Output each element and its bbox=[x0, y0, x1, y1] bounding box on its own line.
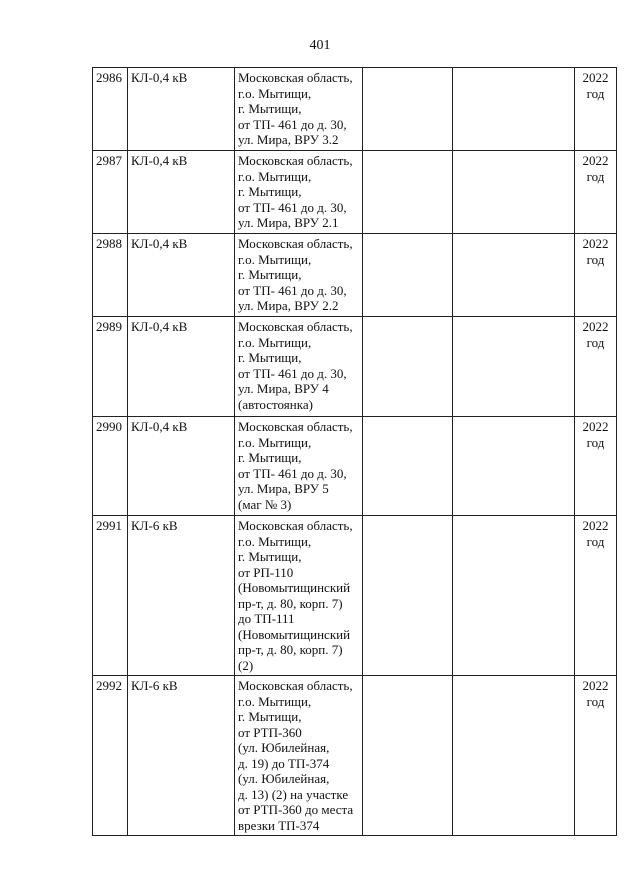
year-cell bbox=[575, 516, 617, 676]
year-value: 2022 bbox=[582, 319, 609, 334]
address-line: ул. Мира, ВРУ 2.2 bbox=[238, 298, 339, 313]
address-line: д. 19) до ТП-374 bbox=[238, 755, 330, 771]
address-line: г. Мытищи, bbox=[238, 549, 302, 564]
address-line: г. Мытищи, bbox=[238, 267, 302, 282]
address-line: г. Мытищи, bbox=[238, 184, 302, 199]
address-line: от ТП- 461 до д. 30, bbox=[238, 199, 347, 215]
year-cell bbox=[575, 234, 617, 317]
year-cell bbox=[575, 151, 617, 234]
address-line: г. Мытищи, bbox=[238, 101, 302, 116]
address-line: до ТП-111 bbox=[238, 611, 295, 626]
line-type: КЛ-0,4 кВ bbox=[128, 234, 235, 317]
address-line: д. 13) (2) на участке bbox=[238, 786, 349, 802]
empty-cell-1 bbox=[363, 516, 453, 676]
registry-table-body bbox=[93, 68, 617, 836]
year-value: 2022 bbox=[582, 678, 609, 693]
address-line: Московская область, bbox=[238, 153, 353, 168]
address-line: от ТП- 461 до д. 30, bbox=[238, 116, 347, 132]
year-cell bbox=[575, 676, 617, 836]
row-number: 2987 bbox=[93, 151, 128, 234]
year-value: 2022 bbox=[582, 419, 609, 434]
address-line: Московская область, bbox=[238, 518, 353, 533]
empty-cell-2 bbox=[453, 676, 575, 836]
address-line: ул. Мира, ВРУ 3.2 bbox=[238, 132, 339, 147]
year-value: 2022 bbox=[582, 70, 609, 85]
address-line: ул. Мира, ВРУ 5 bbox=[238, 481, 329, 496]
row-number: 2989 bbox=[93, 317, 128, 417]
address-line: пр-т, д. 80, корп. 7) bbox=[238, 642, 343, 657]
address-cell bbox=[235, 417, 363, 516]
line-type: КЛ-0,4 кВ bbox=[128, 151, 235, 234]
address-line: г. Мытищи, bbox=[238, 709, 302, 724]
line-type: КЛ-6 кВ bbox=[128, 676, 235, 836]
year-unit: год bbox=[586, 533, 605, 549]
address-cell bbox=[235, 317, 363, 417]
address-line: Московская область, bbox=[238, 319, 353, 334]
page-number: 401 bbox=[309, 38, 331, 53]
empty-cell-2 bbox=[453, 516, 575, 676]
empty-cell-2 bbox=[453, 317, 575, 417]
address-line: (автостоянка) bbox=[238, 396, 313, 412]
year-unit: год bbox=[586, 434, 605, 450]
empty-cell-2 bbox=[453, 68, 575, 151]
table-row bbox=[93, 676, 617, 836]
table-row bbox=[93, 68, 617, 151]
address-line: от ТП- 461 до д. 30, bbox=[238, 282, 347, 298]
address-line: (ул. Юбилейная, bbox=[238, 740, 330, 755]
row-number: 2991 bbox=[93, 516, 128, 676]
table-row bbox=[93, 234, 617, 317]
address-line: Московская область, bbox=[238, 70, 353, 85]
address-line: г.о. Мытищи, bbox=[238, 693, 312, 709]
address-line: врезки ТП-374 bbox=[238, 817, 320, 833]
address-line: Московская область, bbox=[238, 678, 353, 693]
empty-cell-1 bbox=[363, 151, 453, 234]
address-line: г.о. Мытищи, bbox=[238, 85, 312, 101]
line-type: КЛ-6 кВ bbox=[128, 516, 235, 676]
row-number: 2990 bbox=[93, 417, 128, 516]
empty-cell-2 bbox=[453, 151, 575, 234]
year-value: 2022 bbox=[582, 236, 609, 251]
table-row bbox=[93, 417, 617, 516]
address-cell bbox=[235, 151, 363, 234]
address-cell bbox=[235, 234, 363, 317]
address-line: (ул. Юбилейная, bbox=[238, 771, 330, 786]
address-line: от РТП-360 bbox=[238, 724, 302, 740]
row-number: 2988 bbox=[93, 234, 128, 317]
address-cell bbox=[235, 676, 363, 836]
year-unit: год bbox=[586, 693, 605, 709]
address-line: (Новомытищинский bbox=[238, 580, 351, 595]
address-line: от РТП-360 до места bbox=[238, 802, 354, 817]
address-line: ул. Мира, ВРУ 4 bbox=[238, 381, 329, 396]
empty-cell-2 bbox=[453, 234, 575, 317]
row-number: 2992 bbox=[93, 676, 128, 836]
address-line: ул. Мира, ВРУ 2.1 bbox=[238, 215, 339, 230]
address-line: от ТП- 461 до д. 30, bbox=[238, 365, 347, 381]
address-line: Московская область, bbox=[238, 419, 353, 434]
address-line: г.о. Мытищи, bbox=[238, 434, 312, 450]
address-line: пр-т, д. 80, корп. 7) bbox=[238, 595, 343, 611]
year-cell bbox=[575, 317, 617, 417]
line-type: КЛ-0,4 кВ bbox=[128, 68, 235, 151]
empty-cell-1 bbox=[363, 234, 453, 317]
line-type: КЛ-0,4 кВ bbox=[128, 317, 235, 417]
registry-table bbox=[92, 67, 617, 836]
address-line: г.о. Мытищи, bbox=[238, 334, 312, 350]
address-line: от ТП- 461 до д. 30, bbox=[238, 465, 347, 481]
table-row bbox=[93, 516, 617, 676]
address-line: г.о. Мытищи, bbox=[238, 251, 312, 267]
year-cell bbox=[575, 68, 617, 151]
row-number: 2986 bbox=[93, 68, 128, 151]
table-row bbox=[93, 151, 617, 234]
address-line: (Новомытищинский bbox=[238, 626, 351, 642]
empty-cell-1 bbox=[363, 68, 453, 151]
empty-cell-1 bbox=[363, 317, 453, 417]
address-line: Московская область, bbox=[238, 236, 353, 251]
empty-cell-1 bbox=[363, 676, 453, 836]
year-unit: год bbox=[586, 85, 605, 101]
address-line: г. Мытищи, bbox=[238, 350, 302, 365]
address-cell bbox=[235, 68, 363, 151]
address-line: г. Мытищи, bbox=[238, 450, 302, 465]
table-row bbox=[93, 317, 617, 417]
year-cell bbox=[575, 417, 617, 516]
address-line: г.о. Мытищи, bbox=[238, 168, 312, 184]
address-line: г.о. Мытищи, bbox=[238, 533, 312, 549]
line-type: КЛ-0,4 кВ bbox=[128, 417, 235, 516]
year-unit: год bbox=[586, 334, 605, 350]
empty-cell-2 bbox=[453, 417, 575, 516]
year-value: 2022 bbox=[582, 518, 609, 533]
address-line: (маг № 3) bbox=[238, 496, 292, 512]
empty-cell-1 bbox=[363, 417, 453, 516]
address-line: от РП-110 bbox=[238, 564, 294, 580]
address-cell bbox=[235, 516, 363, 676]
year-value: 2022 bbox=[582, 153, 609, 168]
year-unit: год bbox=[586, 168, 605, 184]
year-unit: год bbox=[586, 251, 605, 267]
address-line: (2) bbox=[238, 657, 254, 673]
